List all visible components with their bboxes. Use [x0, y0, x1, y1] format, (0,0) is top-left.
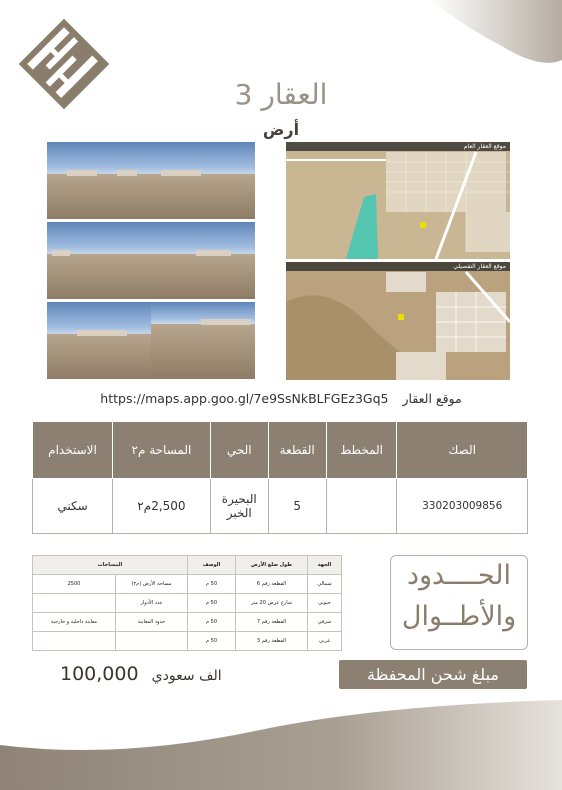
column-header: الصك — [397, 422, 528, 479]
table-row — [33, 613, 342, 632]
amount-value: 100,000 — [60, 663, 139, 685]
usage-value: سكني — [33, 479, 113, 534]
column-header: الاستخدام — [33, 422, 113, 479]
table-cell: شرقي — [308, 613, 342, 632]
property-photo — [47, 222, 151, 299]
detailed-location-map — [286, 262, 510, 380]
table-cell: شارع عرض 20 متر — [236, 594, 308, 613]
property-title: العقار 3 — [234, 78, 328, 111]
plot-number: 5 — [268, 479, 326, 534]
table-cell: حدود المعاينة — [116, 613, 188, 632]
property-type: أرض — [262, 120, 300, 139]
table-cell: القطعة رقم 3 — [236, 632, 308, 651]
location-label: موقع العقار — [402, 391, 462, 406]
table-row — [33, 479, 528, 534]
detailed-map-label: موقع العقار التفصيلي — [286, 262, 510, 271]
table-header-row — [33, 556, 342, 575]
column-header: المساحة م٢ — [112, 422, 210, 479]
column-header: القطعة — [268, 422, 326, 479]
table-cell: معاينة داخلية و خارجية — [33, 613, 116, 632]
table-cell: 2500 — [33, 575, 116, 594]
table-cell: غربي — [308, 632, 342, 651]
general-map-label: موقع العقار العام — [286, 142, 510, 151]
table-cell: القطعة رقم 6 — [236, 575, 308, 594]
column-header: الحي — [210, 422, 268, 479]
footer-swoosh — [0, 690, 562, 790]
property-photo — [47, 142, 151, 219]
table-cell: 50 م — [188, 632, 236, 651]
area-value: 2,500م٢ — [112, 479, 210, 534]
plan-value — [326, 479, 397, 534]
column-header: المخطط — [326, 422, 397, 479]
limits-title-line2: والأطــوال — [401, 601, 517, 632]
table-cell: 50 م — [188, 594, 236, 613]
deed-number: 330203009856 — [397, 479, 528, 534]
limits-title-line1: الحــــدود — [406, 560, 512, 591]
table-cell: عدد الأدوار — [116, 594, 188, 613]
table-row — [33, 575, 342, 594]
limits-title-box — [390, 555, 528, 650]
table-header-row — [33, 422, 528, 479]
table-cell — [116, 632, 188, 651]
table-cell: جنوبي — [308, 594, 342, 613]
location-row — [40, 391, 522, 406]
amount-currency: الف سعودي — [151, 668, 222, 684]
property-photo — [151, 302, 255, 379]
general-location-map — [286, 142, 510, 259]
brand-logo-icon — [18, 18, 110, 110]
property-photo — [47, 302, 151, 379]
column-header: الوصف — [188, 556, 236, 575]
district-value: البحيرة الخبر — [210, 479, 268, 534]
column-header: طول ضلع الأرض — [236, 556, 308, 575]
table-cell: شمالي — [308, 575, 342, 594]
table-cell: مساحة الأرض (م٢) — [116, 575, 188, 594]
property-details-table — [32, 421, 528, 534]
table-cell: القطعة رقم 7 — [236, 613, 308, 632]
property-photo — [151, 142, 255, 219]
wallet-amount — [60, 660, 260, 689]
wallet-amount-label: مبلغ شحن المحفظة — [339, 660, 527, 689]
location-url[interactable]: https://maps.app.goo.gl/7e9SsNkBLFGEz3Gq5 — [100, 391, 389, 406]
table-cell — [33, 594, 116, 613]
table-row — [33, 594, 342, 613]
column-header: المساحات — [33, 556, 188, 575]
table-row — [33, 632, 342, 651]
table-cell — [33, 632, 116, 651]
table-cell: 50 م — [188, 575, 236, 594]
property-photo — [151, 222, 255, 299]
table-cell: 50 م — [188, 613, 236, 632]
limits-table — [32, 555, 342, 651]
column-header: الجهة — [308, 556, 342, 575]
